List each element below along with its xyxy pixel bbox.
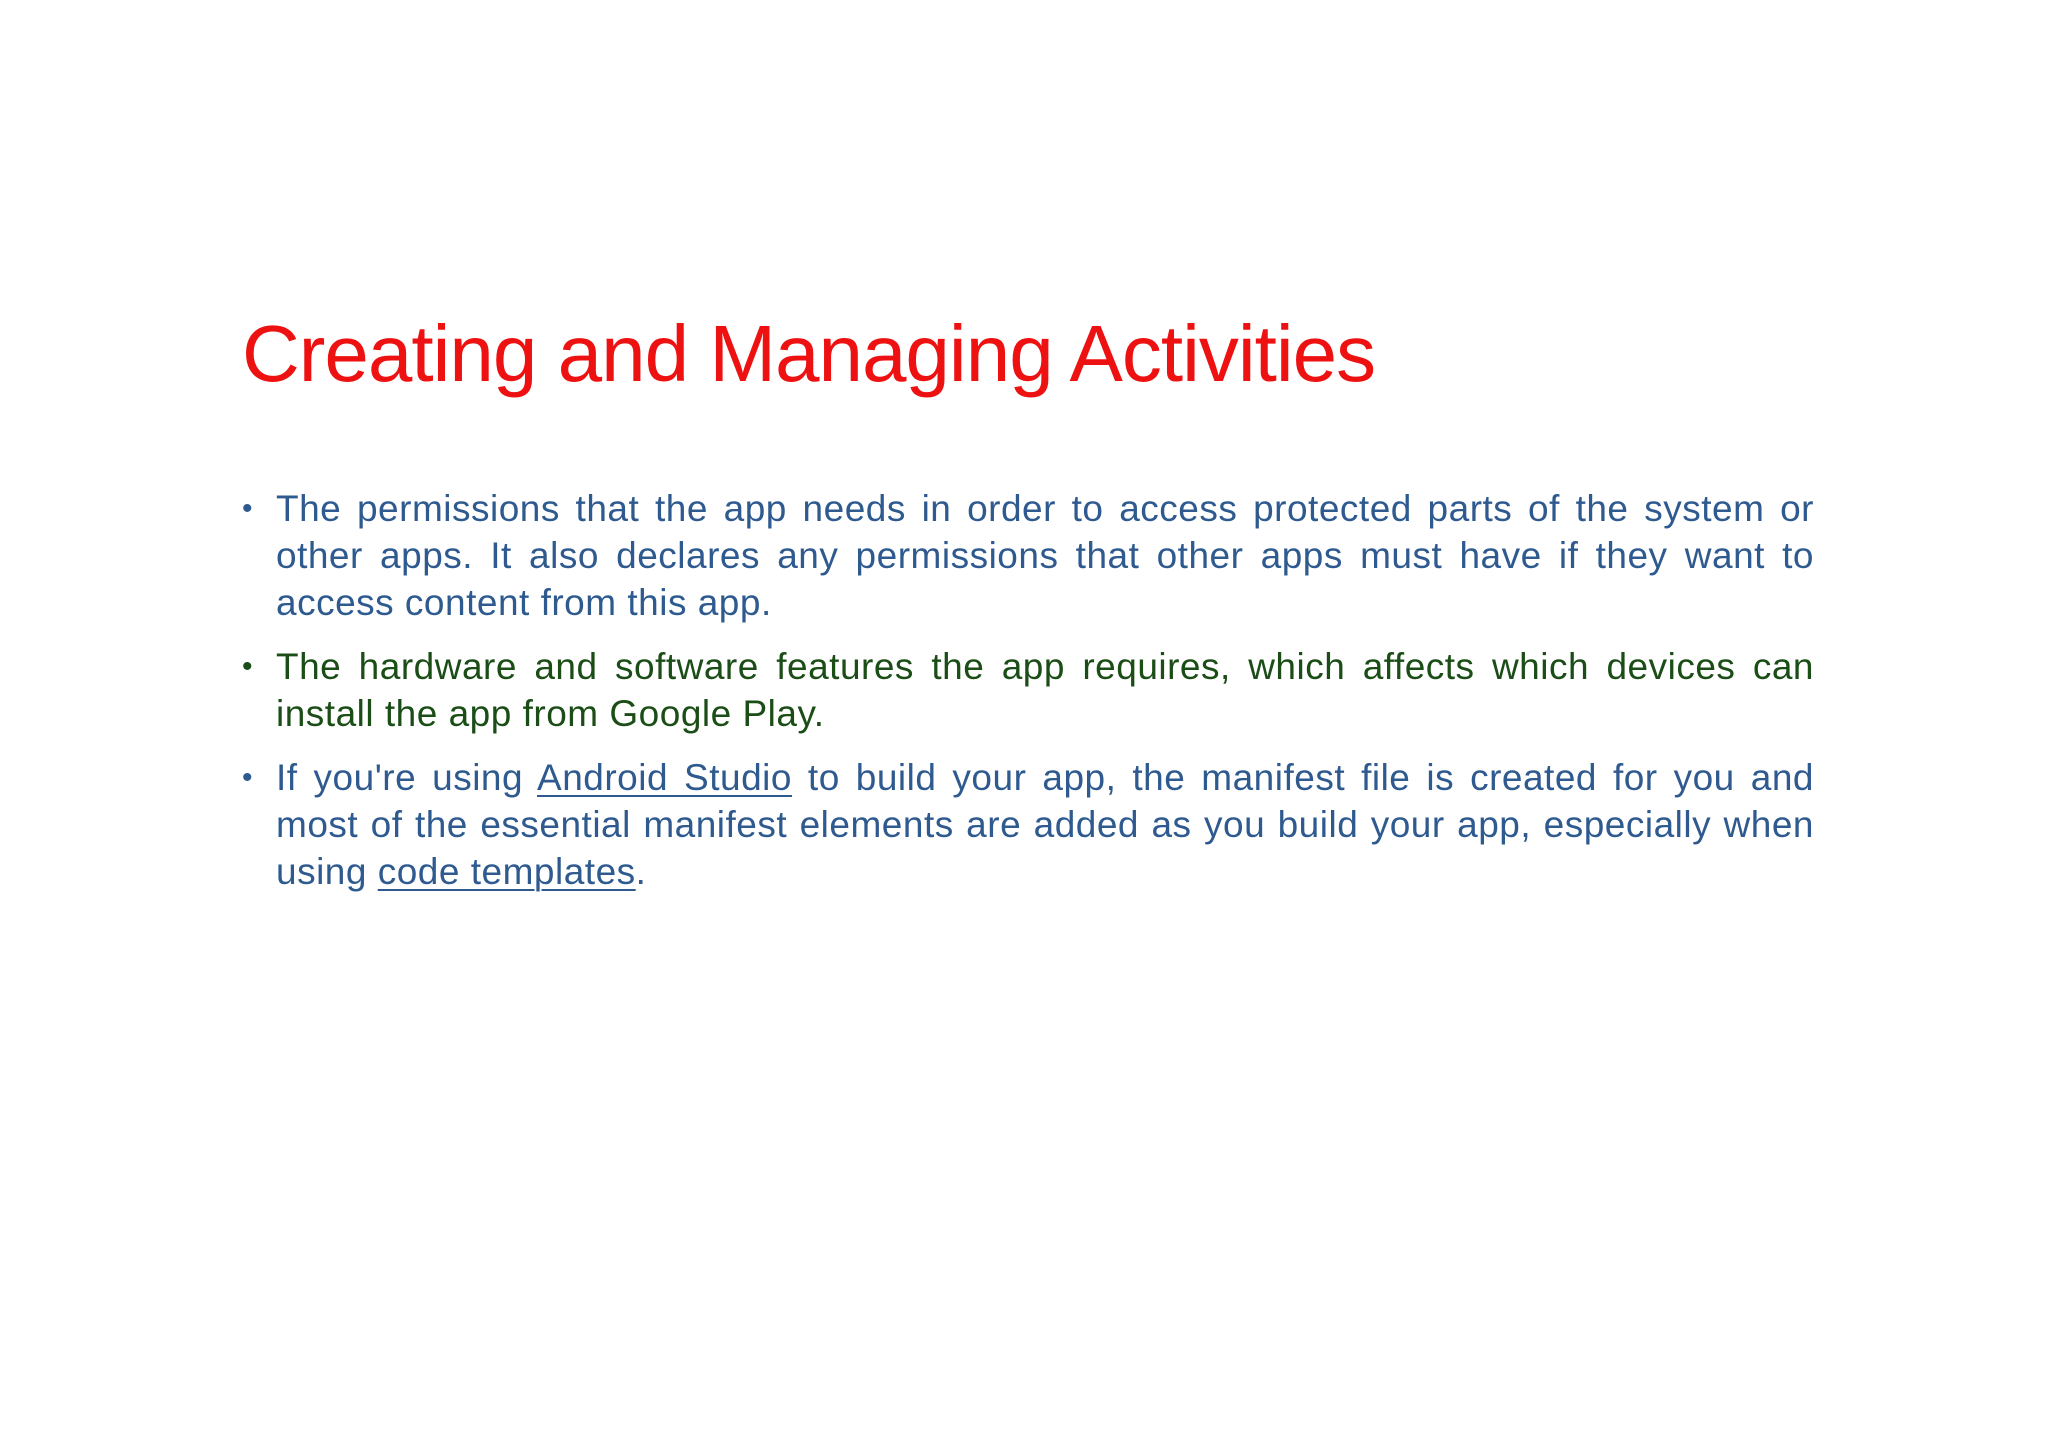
code-templates-link[interactable]: code templates	[377, 851, 636, 892]
bullet-dot-icon: •	[242, 492, 254, 525]
bullet-text-start: If you're using	[276, 757, 538, 798]
slide-title: Creating and Managing Activities	[242, 309, 1376, 398]
android-studio-link[interactable]: Android Studio	[537, 757, 792, 798]
bullet-text-middle: to build your app, the manifest file is created for you and most of the essential manifest elements are added as you build your app, especially when using	[276, 757, 1814, 892]
bullet-text: The permissions that the app needs in order to access protected parts of the system or other apps. It also declares any permissions that other apps must have if they want to access content from this app.	[276, 488, 1814, 623]
bullet-permissions	[242, 485, 1814, 626]
bullet-text: The hardware and software features the app requires, which affects which devices can install the app from Google Play.	[276, 646, 1814, 734]
bullet-android-studio	[242, 754, 1814, 895]
bullet-dot-icon: •	[242, 761, 254, 794]
bullet-dot-icon: •	[242, 650, 254, 683]
bullet-list	[242, 485, 1814, 895]
bullet-text-end: .	[635, 851, 647, 892]
bullet-hardware-features	[242, 643, 1814, 737]
